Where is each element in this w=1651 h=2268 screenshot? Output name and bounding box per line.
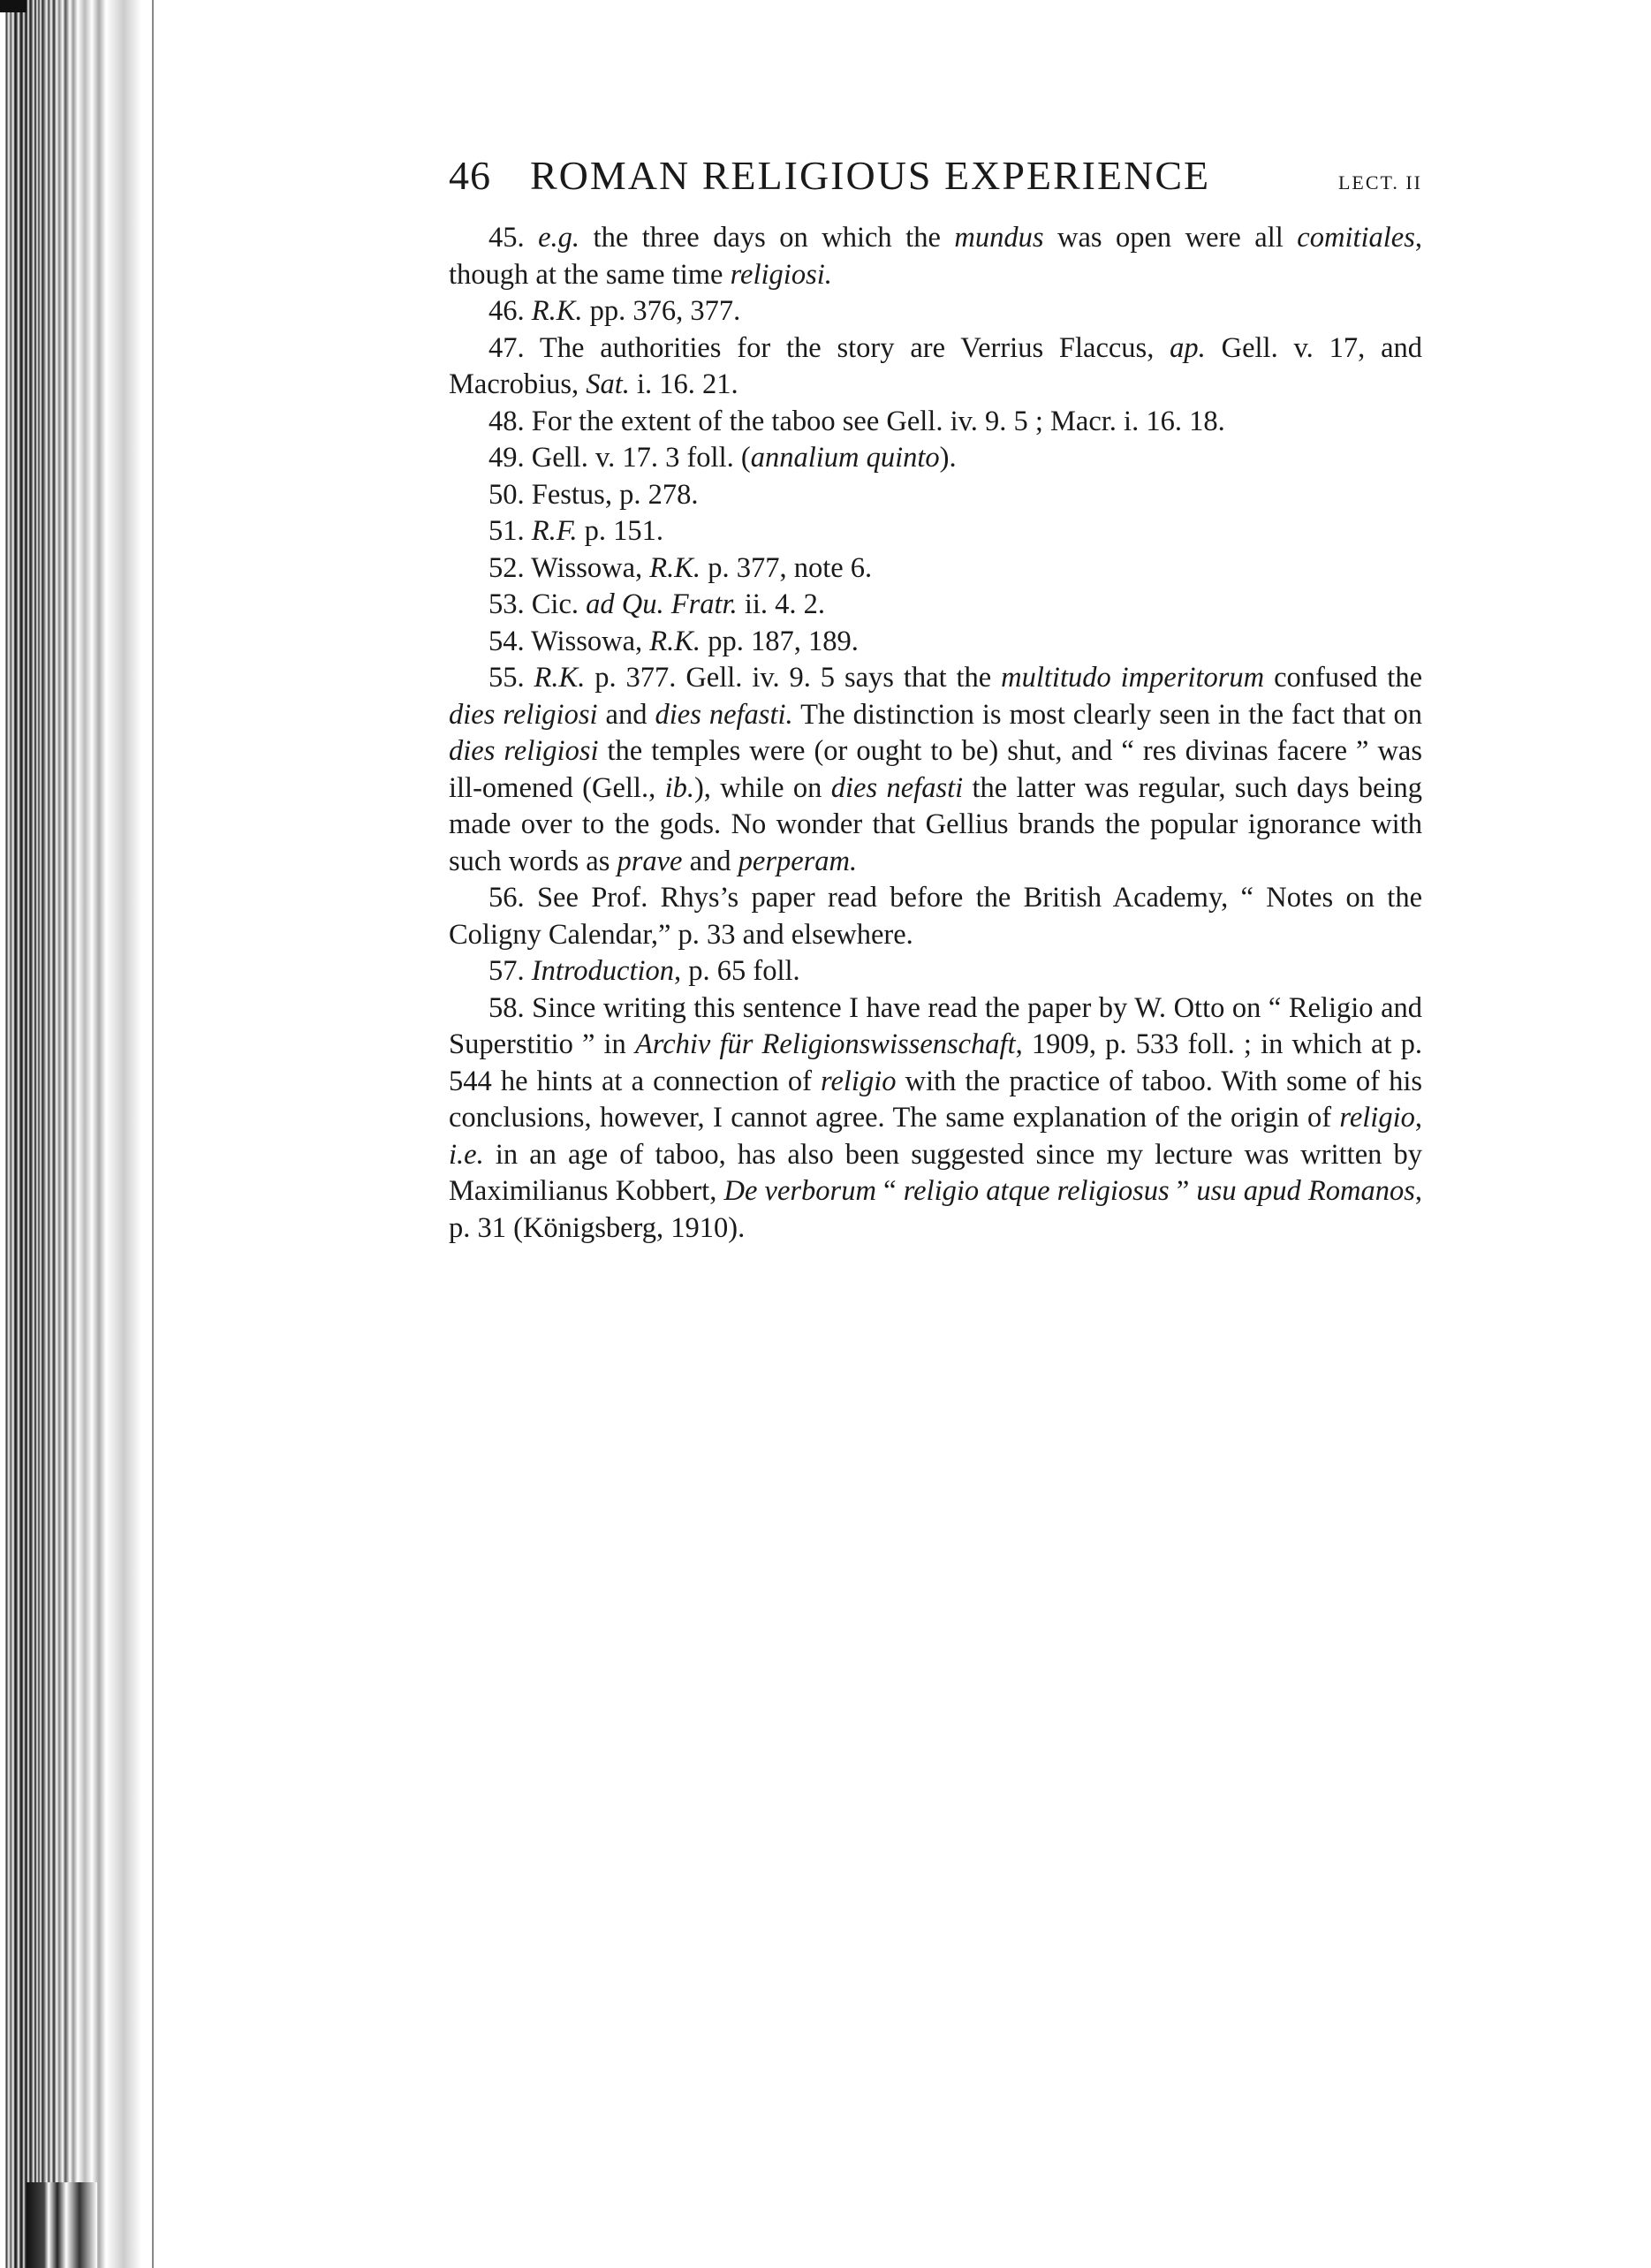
endnote-text: “ xyxy=(875,1175,904,1207)
lecture-label: LECT. II xyxy=(1337,171,1422,193)
endnote-text: was open were all xyxy=(1043,222,1298,254)
endnote-text: ). xyxy=(939,442,957,474)
endnote xyxy=(449,953,1422,990)
endnote-number: 54. xyxy=(488,625,532,657)
endnote xyxy=(449,624,1422,661)
book-binding-edge xyxy=(0,0,159,2268)
endnote xyxy=(449,587,1422,624)
endnote-number: 49. xyxy=(488,442,532,474)
endnote-number: 56. xyxy=(488,882,537,914)
endnote-text: Cic. xyxy=(531,588,587,620)
endnote xyxy=(449,880,1422,953)
endnote-number: 45. xyxy=(488,222,539,254)
endnote-number: 46. xyxy=(488,295,532,327)
endnote xyxy=(449,440,1422,477)
endnote-text: the latter was regular, such days being made over to the gods. No wonder that Gellius brands the popular ignorance with such words as xyxy=(449,771,1422,877)
endnote-italic-text: R.K. xyxy=(531,295,583,327)
running-header xyxy=(449,152,1422,199)
binding-bottom-mark xyxy=(27,2182,97,2268)
endnote-italic-text: i.e. xyxy=(449,1138,484,1171)
endnote-text: i. 16. 21. xyxy=(629,368,738,400)
endnote xyxy=(449,660,1422,880)
endnote-italic-text: religio xyxy=(821,1065,897,1097)
endnote xyxy=(449,220,1422,293)
endnote-italic-text: dies religiosi xyxy=(449,735,599,767)
endnote-italic-text: annalium quinto xyxy=(750,442,940,474)
endnote-text: Wissowa, xyxy=(531,551,650,584)
endnote-italic-text: R.K. xyxy=(534,662,586,694)
endnote-text: confused the xyxy=(1264,662,1423,694)
endnotes-list xyxy=(449,220,1422,1247)
endnote-italic-text: comitiales xyxy=(1297,222,1415,254)
endnote-italic-text: dies nefasti. xyxy=(655,698,793,731)
endnote xyxy=(449,990,1422,1248)
endnote-italic-text: R.K. xyxy=(649,551,701,584)
endnote-text: The distinction is most clearly seen in the fact that on xyxy=(792,698,1422,731)
endnote-italic-text: dies nefasti xyxy=(830,771,964,804)
endnote-text: pp. 187, 189. xyxy=(701,625,859,657)
endnote-italic-text: ad Qu. Fratr. xyxy=(586,588,738,620)
endnote-text: in an age of taboo, has also been suggested since my lecture was written by Maximilianus Kobbert, xyxy=(449,1138,1422,1207)
endnote-italic-text: mundus xyxy=(954,222,1044,254)
endnote-text: the three days on which the xyxy=(579,222,955,254)
endnote-number: 52. xyxy=(488,551,532,584)
endnote-text: Wissowa, xyxy=(531,625,650,657)
endnote-text: , though at the same time xyxy=(449,222,1423,291)
endnote xyxy=(449,293,1422,330)
endnote-text: p. 377. Gell. iv. 9. 5 says that the xyxy=(585,662,1002,694)
endnote-text: pp. 376, 377. xyxy=(582,295,741,327)
endnote-text: ), while on xyxy=(693,771,831,804)
endnote-italic-text: ap. xyxy=(1170,331,1206,364)
endnote xyxy=(449,550,1422,588)
endnote-text: , 1909, p. 533 foll. ; in which at p. 544 he hints at a connection of xyxy=(449,1028,1422,1097)
endnote-text: Festus, p. 278. xyxy=(531,478,699,511)
endnote xyxy=(449,404,1422,441)
endnote-text: and xyxy=(682,845,738,877)
endnote-italic-text: religiosi. xyxy=(730,258,832,291)
endnote-number: 57. xyxy=(488,955,532,987)
endnote-italic-text: dies religiosi xyxy=(449,698,598,731)
endnote-text: the temples were (or ought to be) shut, and “ res divinas facere ” was ill-omened (Gell., xyxy=(449,735,1422,804)
endnote-italic-text: ib. xyxy=(664,771,694,804)
endnote-text: , xyxy=(1414,1102,1422,1134)
endnote-text: See Prof. Rhys’s paper read before the British Academy, “ Notes on the Coligny Calendar,” p. 33 and elsewhere. xyxy=(449,882,1422,951)
endnote-text: p. 151. xyxy=(577,515,664,547)
endnote-text: Since writing this sentence I have read the paper by W. Otto on “ Religio and Superstitio ” in xyxy=(449,991,1422,1060)
endnote-text: ii. 4. 2. xyxy=(737,588,825,620)
endnote xyxy=(449,330,1422,404)
endnote-text: ” xyxy=(1169,1175,1197,1207)
endnote-text: with the practice of taboo. With some of his conclusions, however, I cannot agree. The same explanation of the origin of xyxy=(449,1065,1423,1134)
endnote-number: 58. xyxy=(488,991,533,1024)
endnote-number: 55. xyxy=(488,662,534,694)
endnote-number: 47. xyxy=(488,331,540,364)
endnote-text: For the extent of the taboo see Gell. iv. 9. 5 ; Macr. i. 16. 18. xyxy=(531,405,1225,437)
page-number: 46 xyxy=(449,153,491,198)
endnote-italic-text: e.g. xyxy=(538,222,580,254)
endnote xyxy=(449,513,1422,550)
binding-top-mark xyxy=(0,0,27,12)
endnote-number: 51. xyxy=(488,515,532,547)
endnote-text: The authorities for the story are Verrius Flaccus, xyxy=(539,331,1170,364)
endnote-text: and xyxy=(597,698,655,731)
endnote-text: p. 377, note 6. xyxy=(701,551,873,584)
page-content xyxy=(449,152,1422,1247)
running-title: ROMAN RELIGIOUS EXPERIENCE xyxy=(530,153,1211,198)
endnote-italic-text: religio xyxy=(1339,1102,1415,1134)
endnote-italic-text: De verborum xyxy=(723,1175,876,1207)
endnote-italic-text: Sat. xyxy=(586,368,630,400)
endnote-italic-text: usu apud Romanos xyxy=(1196,1175,1415,1207)
endnote-number: 48. xyxy=(488,405,532,437)
endnote-italic-text: R.F. xyxy=(531,515,578,547)
endnote-italic-text: Archiv für Religionswissenschaft xyxy=(634,1028,1016,1060)
endnote-italic-text: religio atque religiosus xyxy=(903,1175,1170,1207)
endnote-text: , p. 31 (Königsberg, 1910). xyxy=(449,1175,1422,1244)
endnote-number: 53. xyxy=(488,588,532,620)
endnote-text: Gell. v. 17, and Macrobius, xyxy=(449,331,1422,400)
endnote-italic-text: Introduction xyxy=(531,955,675,987)
page-edge-line xyxy=(152,0,154,2268)
endnote-text: , p. 65 foll. xyxy=(674,955,800,987)
endnote xyxy=(449,477,1422,514)
endnote-italic-text: multitudo imperitorum xyxy=(1001,662,1265,694)
endnote-italic-text: R.K. xyxy=(649,625,701,657)
endnote-italic-text: prave xyxy=(617,845,683,877)
endnote-italic-text: perperam. xyxy=(738,845,858,877)
endnote-number: 50. xyxy=(488,478,532,511)
endnote-text: Gell. v. 17. 3 foll. ( xyxy=(531,442,751,474)
